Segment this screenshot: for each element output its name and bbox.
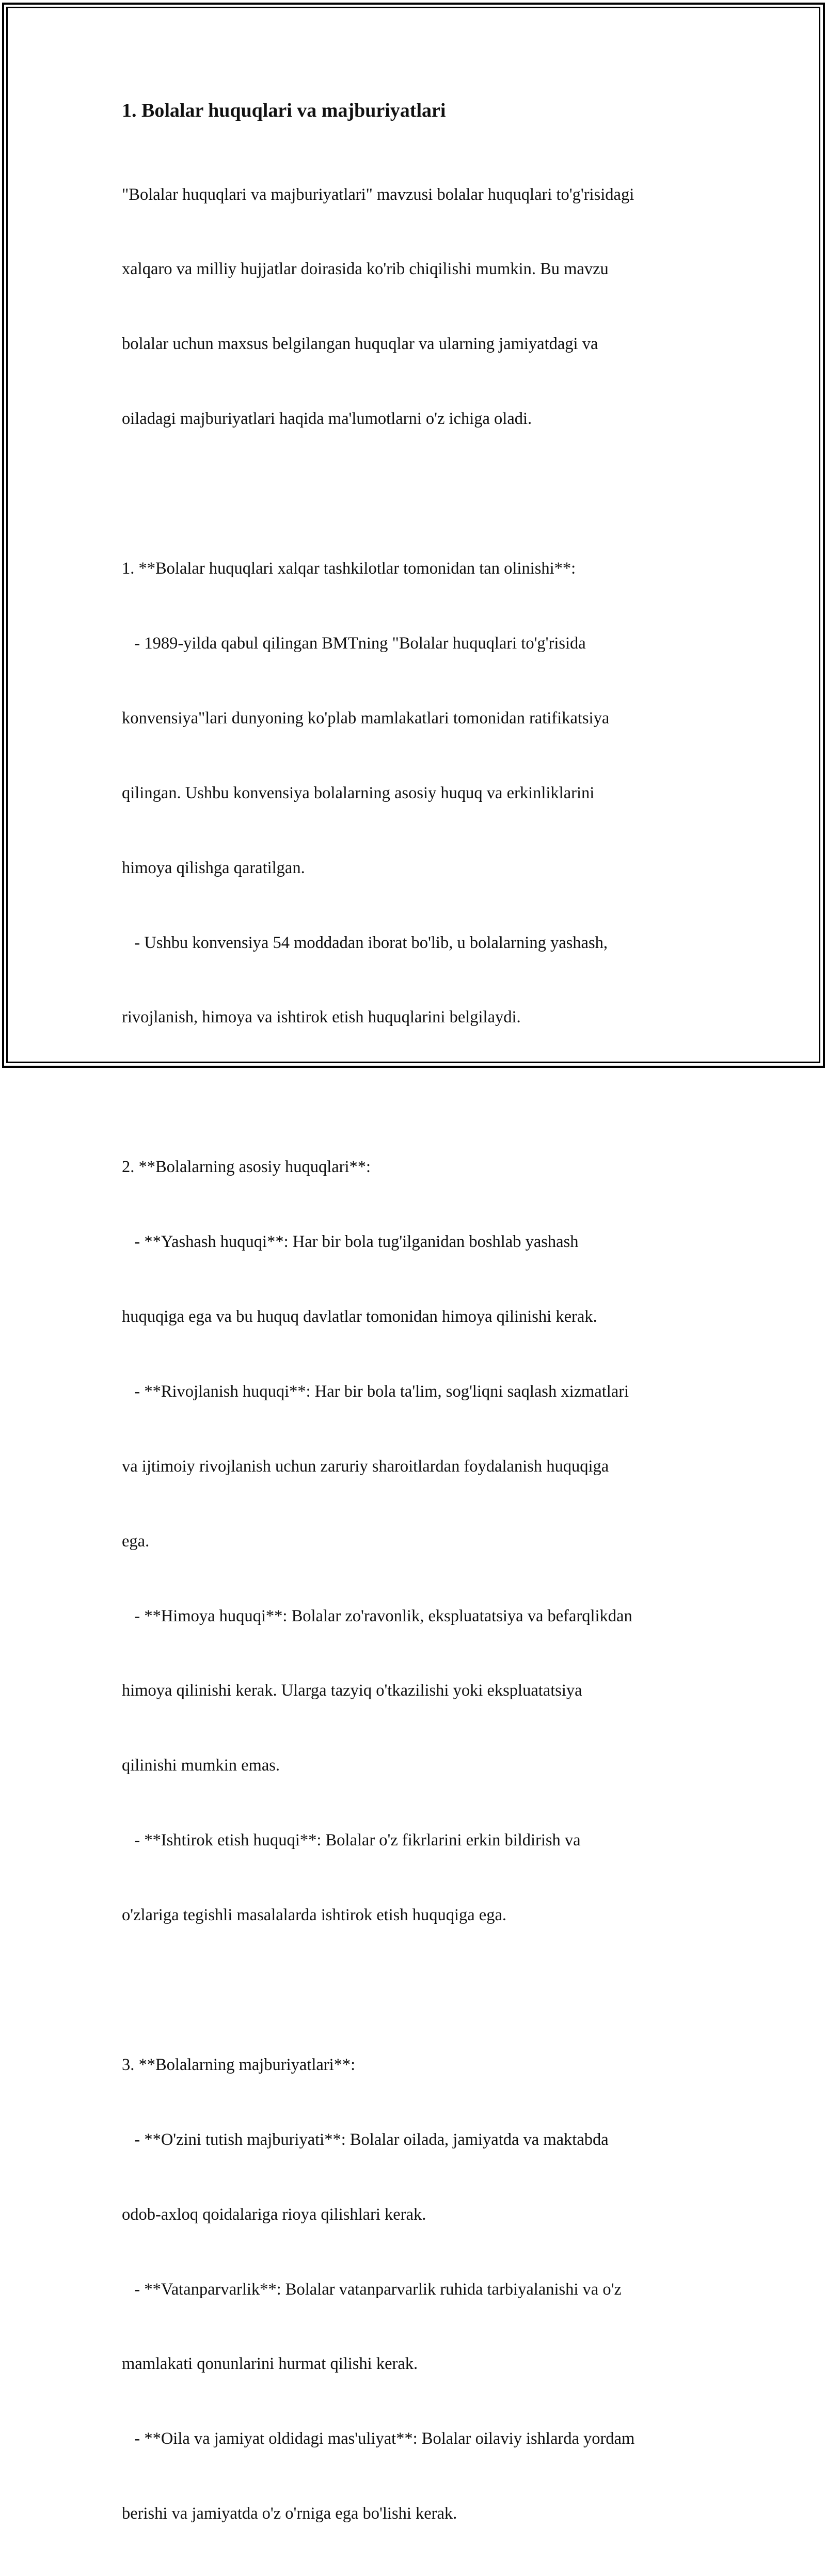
body-line: - **Himoya huquqi**: Bolalar zo'ravonlik, ekspluatatsiya va befarqlikdan — [122, 1606, 632, 1625]
body-line: - **Ishtirok etish huquqi**: Bolalar o'z fikrlarini erkin bildirish va — [122, 1831, 581, 1850]
body-line: xalqaro va milliy hujjatlar doirasida ko'rib chiqilishi mumkin. Bu mavzu — [122, 260, 609, 279]
body-line: konvensiya"lari dunyoning ko'plab mamlakatlari tomonidan ratifikatsiya — [122, 708, 610, 728]
body-line: bolalar uchun maxsus belgilangan huquqlar va ularning jamiyatdagi va — [122, 335, 598, 354]
body-line: - **Vatanparvarlik**: Bolalar vatanparvarlik ruhida tarbiyalanishi va o'z — [122, 2280, 622, 2299]
body-line: mamlakati qonunlarini hurmat qilishi kerak. — [122, 2354, 418, 2374]
body-line: - **Rivojlanish huquqi**: Har bir bola ta'lim, sog'liqni saqlash xizmatlari — [122, 1382, 629, 1401]
body-line: qilingan. Ushbu konvensiya bolalarning asosiy huquq va erkinliklarini — [122, 783, 595, 802]
blank-line — [122, 481, 716, 506]
body-line: va ijtimoiy rivojlanish uchun zaruriy sharoitlardan foydalanish huquqiga — [122, 1457, 609, 1476]
section-heading: 2. **Bolalarning asosiy huquqlari**: — [122, 1158, 371, 1177]
body-line: - **O'zini tutish majburiyati**: Bolalar oilada, jamiyatda va maktabda — [122, 2130, 609, 2149]
section-heading: 1. **Bolalar huquqlari xalqar tashkilotlar tomonidan tan olinishi**: — [122, 559, 576, 578]
blank-line — [122, 1080, 716, 1104]
body-line: "Bolalar huquqlari va majburiyatlari" mavzusi bolalar huquqlari to'g'risidagi — [122, 185, 634, 204]
section-heading: 3. **Bolalarning majburiyatlari**: — [122, 2055, 356, 2074]
body-line: huquqiga ega va bu huquq davlatlar tomonidan himoya qilinishi kerak. — [122, 1307, 597, 1326]
body-line: berishi va jamiyatda o'z o'rniga ega bo'lishi kerak. — [122, 2504, 457, 2523]
body-line: - 1989-yilda qabul qilingan BMTning "Bolalar huquqlari to'g'risida — [122, 634, 586, 653]
document-page — [122, 96, 716, 2576]
body-line: o'zlariga tegishli masalalarda ishtirok etish huquqiga ega. — [122, 1906, 507, 1925]
body-line: - **Oila va jamiyat oldidagi mas'uliyat**: Bolalar oilaviy ishlarda yordam — [122, 2429, 635, 2448]
body-line: - **Yashash huquqi**: Har bir bola tug'ilganidan boshlab yashash — [122, 1232, 579, 1252]
blank-line — [122, 1978, 716, 2002]
body-line: odob-axloq qoidalariga rioya qilishlari kerak. — [122, 2205, 426, 2224]
body-line: - Ushbu konvensiya 54 moddadan iborat bo'lib, u bolalarning yashash, — [122, 933, 608, 952]
body-line: ega. — [122, 1531, 150, 1551]
body-line: rivojlanish, himoya va ishtirok etish huquqlarini belgilaydi. — [122, 1008, 521, 1027]
body-line: himoya qilinishi kerak. Ularga tazyiq o'tkazilishi yoki ekspluatatsiya — [122, 1681, 582, 1700]
body-line: oiladagi majburiyatlari haqida ma'lumotlarni o'z ichiga oladi. — [122, 409, 532, 429]
body-line: qilinishi mumkin emas. — [122, 1756, 280, 1775]
document-body — [122, 132, 716, 2576]
document-title: 1. Bolalar huquqlari va majburiyatlari — [122, 100, 446, 121]
body-line: himoya qilishga qaratilgan. — [122, 858, 305, 877]
